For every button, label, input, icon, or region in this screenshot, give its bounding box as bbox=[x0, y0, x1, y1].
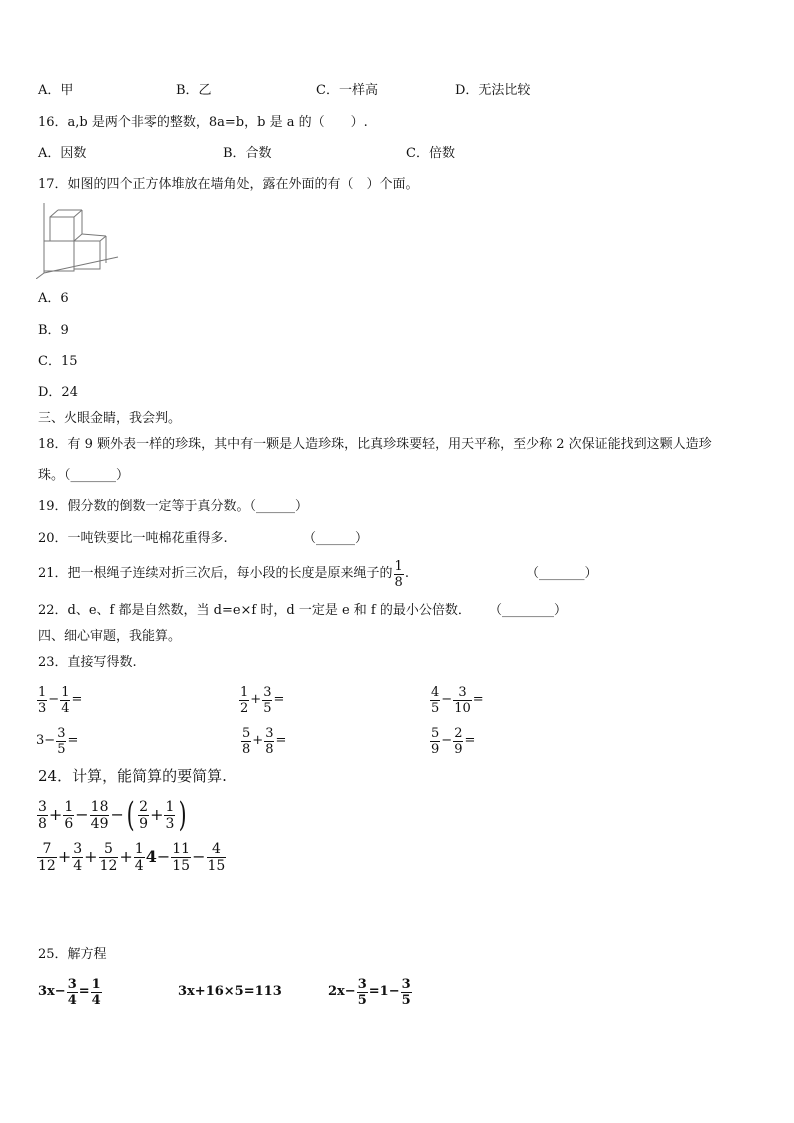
fraction: $\frac{3}{8}$ bbox=[38, 798, 47, 832]
fraction: $\frac{3}{4}$ bbox=[73, 840, 83, 874]
q23-expr-2 bbox=[238, 682, 284, 718]
q19-statement: 19．假分数的倒数一定等于真分数。（______） bbox=[38, 499, 309, 514]
fraction: $\frac{5}{9}$ bbox=[431, 725, 440, 757]
q22-statement: 22．d、e、f 都是自然数，当 d=e×f 时，d 一定是 e 和 f 的最小公倍数． bbox=[38, 603, 471, 618]
q23-expr-1 bbox=[36, 682, 82, 718]
q24-expr-1 bbox=[36, 794, 190, 836]
operator: − bbox=[441, 692, 453, 707]
operator: + bbox=[48, 805, 63, 824]
operator: + bbox=[57, 847, 72, 866]
fraction: $\frac{7}{12}$ bbox=[38, 840, 56, 874]
equals: = bbox=[275, 733, 287, 748]
q16-option-a: A．因数 bbox=[38, 146, 87, 161]
fraction: $\frac{2}{9}$ bbox=[139, 798, 149, 832]
q15-option-a: A．甲 bbox=[38, 83, 74, 98]
q21-period: . bbox=[404, 566, 409, 581]
operator: − bbox=[75, 805, 89, 824]
whole-number: 3 bbox=[36, 733, 45, 748]
fraction: $\frac{3}{5}$ bbox=[357, 976, 367, 1008]
equation-lhs: 2x− bbox=[328, 984, 356, 999]
fraction: $\frac{3}{10}$ bbox=[454, 684, 471, 716]
q20-statement: 20．一吨铁要比一吨棉花重得多. bbox=[38, 531, 228, 546]
q21-blank: （_______） bbox=[526, 566, 598, 581]
q17-option-b: B．9 bbox=[38, 323, 69, 338]
equals: = bbox=[464, 733, 476, 748]
equals: = bbox=[472, 692, 484, 707]
q23-expr-4 bbox=[36, 723, 78, 759]
operator: − bbox=[441, 733, 453, 748]
q17-option-d: D．24 bbox=[38, 385, 78, 400]
q16-stem: 16．a,b 是两个非零的整数，8a=b，b 是 a 的（ ）. bbox=[38, 115, 368, 130]
operator: − bbox=[48, 692, 60, 707]
equation-lhs: 3x− bbox=[38, 984, 66, 999]
fraction: $\frac{1}{4}$ bbox=[91, 976, 101, 1008]
q15-option-c: C．一样高 bbox=[316, 83, 378, 98]
q25-equation-1 bbox=[38, 972, 103, 1012]
q15-option-b: B．乙 bbox=[176, 83, 212, 98]
equals: = bbox=[71, 692, 83, 707]
fraction: $\frac{11}{15}$ bbox=[172, 840, 191, 874]
section-3-heading: 三、火眼金睛，我会判。 bbox=[38, 411, 182, 426]
operator: + bbox=[119, 847, 133, 866]
fraction: $\frac{1}{4}$ bbox=[134, 840, 144, 874]
fraction: $\frac{3}{5}$ bbox=[263, 684, 272, 716]
q25-title: 25．解方程 bbox=[38, 947, 107, 962]
q18-line1: 18．有 9 颗外表一样的珍珠，其中有一颗是人造珍珠，比真珍珠要轻，用天平称，至少称 2 次保证能找到这颗人造珍 bbox=[38, 437, 712, 452]
equals: = bbox=[67, 733, 79, 748]
q23-expr-3 bbox=[429, 682, 484, 718]
fraction: $\frac{3}{4}$ bbox=[67, 976, 77, 1008]
operator: − bbox=[110, 805, 124, 824]
section-4-heading: 四、细心审题，我能算。 bbox=[38, 629, 182, 644]
q17-stem: 17．如图的四个正方体堆放在墙角处，露在外面的有（ ）个面。 bbox=[38, 177, 419, 192]
q16-option-b: B．合数 bbox=[223, 146, 272, 161]
fraction: $\frac{1}{2}$ bbox=[240, 684, 249, 716]
q16-option-c: C．倍数 bbox=[406, 146, 455, 161]
q23-title: 23．直接写得数. bbox=[38, 655, 137, 670]
operator: − bbox=[44, 733, 56, 748]
fraction: $\frac{4}{5}$ bbox=[431, 684, 440, 716]
fraction: $\frac{5}{12}$ bbox=[99, 840, 118, 874]
fraction: $\frac{3}{5}$ bbox=[57, 725, 66, 757]
right-paren: ) bbox=[179, 795, 188, 835]
equals: = bbox=[78, 984, 90, 999]
operator: + bbox=[150, 805, 164, 824]
q21-text: 21．把一根绳子连续对折三次后，每小段的长度是原来绳子的 bbox=[38, 566, 393, 581]
q21-statement bbox=[38, 558, 409, 590]
stacked-cubes-figure bbox=[36, 203, 120, 279]
fraction: $\frac{4}{15}$ bbox=[207, 840, 226, 874]
fraction: $\frac{3}{5}$ bbox=[401, 976, 411, 1008]
q24-title: 24．计算，能简算的要简算. bbox=[38, 767, 227, 785]
q25-equation-2: 3x+16×5=113 bbox=[178, 984, 282, 999]
operator: + bbox=[250, 692, 262, 707]
fraction: $\frac{1}{3}$ bbox=[165, 798, 175, 832]
q18-line2: 珠。（_______） bbox=[38, 468, 130, 483]
fraction: $\frac{1}{6}$ bbox=[64, 798, 74, 832]
operator: − bbox=[156, 847, 171, 866]
q21-fraction: $\frac{1}{8}$ bbox=[394, 558, 403, 590]
fraction: $\frac{1}{3}$ bbox=[38, 684, 47, 716]
left-paren: ( bbox=[126, 795, 135, 835]
q17-option-c: C．15 bbox=[38, 354, 78, 369]
operator: + bbox=[252, 733, 264, 748]
fraction: $\frac{3}{8}$ bbox=[265, 725, 274, 757]
q24-expr-2 bbox=[36, 836, 227, 878]
q25-equation-3 bbox=[328, 972, 413, 1012]
q17-option-a: A．6 bbox=[38, 291, 69, 306]
q22-blank: （________） bbox=[489, 603, 568, 618]
q23-expr-6 bbox=[429, 723, 475, 759]
q15-option-d: D．无法比较 bbox=[455, 83, 531, 98]
fraction: $\frac{1}{4}$ bbox=[61, 684, 70, 716]
equation-middle: =1− bbox=[368, 984, 400, 999]
q23-expr-5 bbox=[240, 723, 286, 759]
fraction: $\frac{18}{49}$ bbox=[90, 798, 109, 832]
operator: + bbox=[84, 847, 98, 866]
fraction: $\frac{5}{8}$ bbox=[242, 725, 251, 757]
whole-number: 4 bbox=[145, 847, 157, 866]
operator: − bbox=[192, 847, 206, 866]
fraction: $\frac{2}{9}$ bbox=[454, 725, 463, 757]
q20-blank: （______） bbox=[303, 531, 369, 546]
equals: = bbox=[273, 692, 285, 707]
